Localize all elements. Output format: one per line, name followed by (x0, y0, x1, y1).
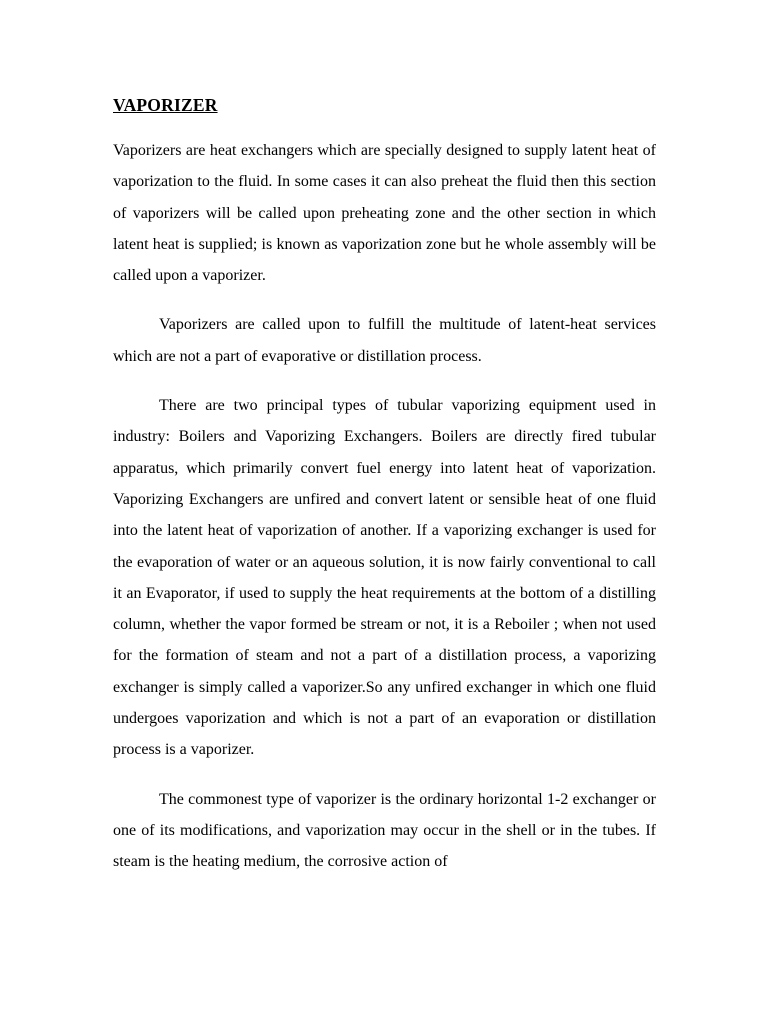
document-body (113, 92, 656, 896)
paragraph-intro: Vaporizers are heat exchangers which are specially designed to supply latent heat of vaporization to the fluid. In some cases it can also preheat the fluid then this section of vaporizers will be called upon preheating zone and the other section in which latent heat is supplied; is known as vaporization zone but he whole assembly will be called upon a vaporizer. (113, 142, 656, 285)
paragraph-services: Vaporizers are called upon to fulfill the multitude of latent-heat services which are not a part of evaporative or distillation process. (113, 316, 656, 365)
document-title: VAPORIZER (113, 95, 218, 115)
paragraph-types: There are two principal types of tubular vaporizing equipment used in industry: Boilers and Vaporizing Exchangers. Boilers are directly fired tubular apparatus, which primarily convert fuel energy into latent heat of vaporization. Vaporizing Exchangers are unfired and convert latent or sensible heat of one fluid into the latent heat of vaporization of another. If a vaporizing exchanger is used for the evaporation of water or an aqueous solution, it is now fairly conventional to call it an Evaporator, if used to supply the heat requirements at the bottom of a distilling column, whether the vapor formed be stream or not, it is a Reboiler ; when not used for the formation of steam and not a part of a distillation process, a vaporizing exchanger is simply called a vaporizer.So any unfired exchanger in which one fluid undergoes vaporization and which is not a part of an evaporation or distillation process is a vaporizer. (113, 397, 656, 759)
paragraph-commonest-type: The commonest type of vaporizer is the ordinary horizontal 1-2 exchanger or one of its modifications, and vaporization may occur in the shell or in the tubes. If steam is the heating medium, the corrosive action of (113, 790, 656, 871)
